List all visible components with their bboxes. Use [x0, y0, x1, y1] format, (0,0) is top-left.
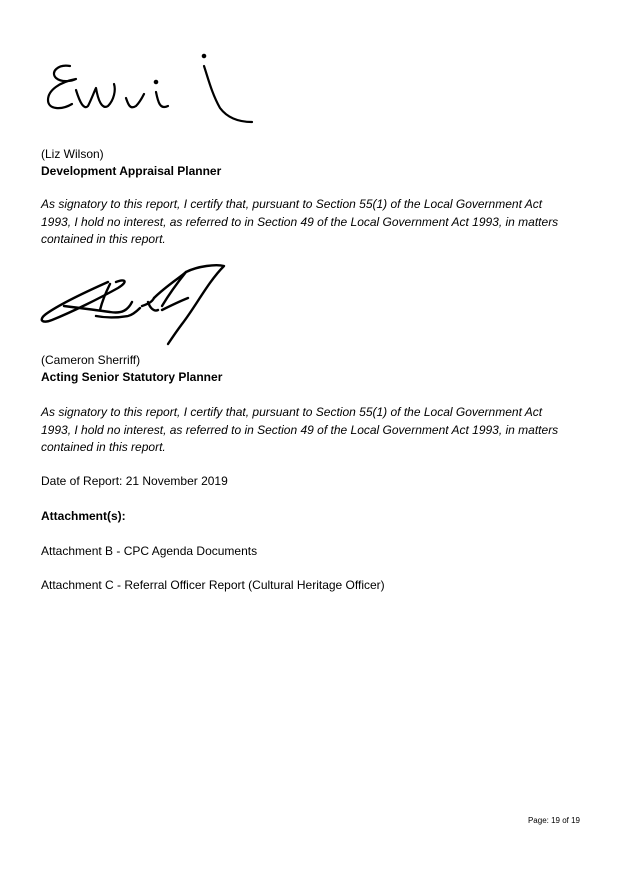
statement-line: contained in this report.: [41, 440, 166, 454]
signature-cameron-sherriff: [36, 262, 236, 352]
statement-line: As signatory to this report, I certify that, pursuant to Section 55(1) of the Local Government Act: [41, 405, 543, 419]
page-number: Page: 19 of 19: [527, 816, 580, 825]
attachments-heading: Attachment(s):: [41, 509, 126, 523]
attachment-item: Attachment B - CPC Agenda Documents: [41, 544, 258, 558]
statement-line: 1993, I hold no interest, as referred to in Section 49 of the Local Government Act 1993, in matters: [41, 422, 559, 437]
signature-liz-wilson: [40, 48, 270, 138]
signatory1-name: (Liz Wilson): [41, 147, 104, 161]
signatory1-title: Development Appraisal Planner: [41, 164, 222, 178]
statement-line: 1993, I hold no interest, as referred to in Section 49 of the Local Government Act 1993, in matters: [41, 214, 559, 229]
signatory1-statement: [41, 196, 601, 249]
signatory2-title: Acting Senior Statutory Planner: [41, 370, 223, 384]
report-date: Date of Report: 21 November 2019: [41, 474, 228, 488]
attachment-item: Attachment C - Referral Officer Report (Cultural Heritage Officer): [41, 578, 385, 592]
signatory2-statement: [41, 404, 601, 457]
signatory2-name: (Cameron Sherriff): [41, 353, 141, 367]
statement-line: contained in this report.: [41, 232, 166, 246]
statement-line: As signatory to this report, I certify that, pursuant to Section 55(1) of the Local Government Act: [41, 197, 543, 211]
